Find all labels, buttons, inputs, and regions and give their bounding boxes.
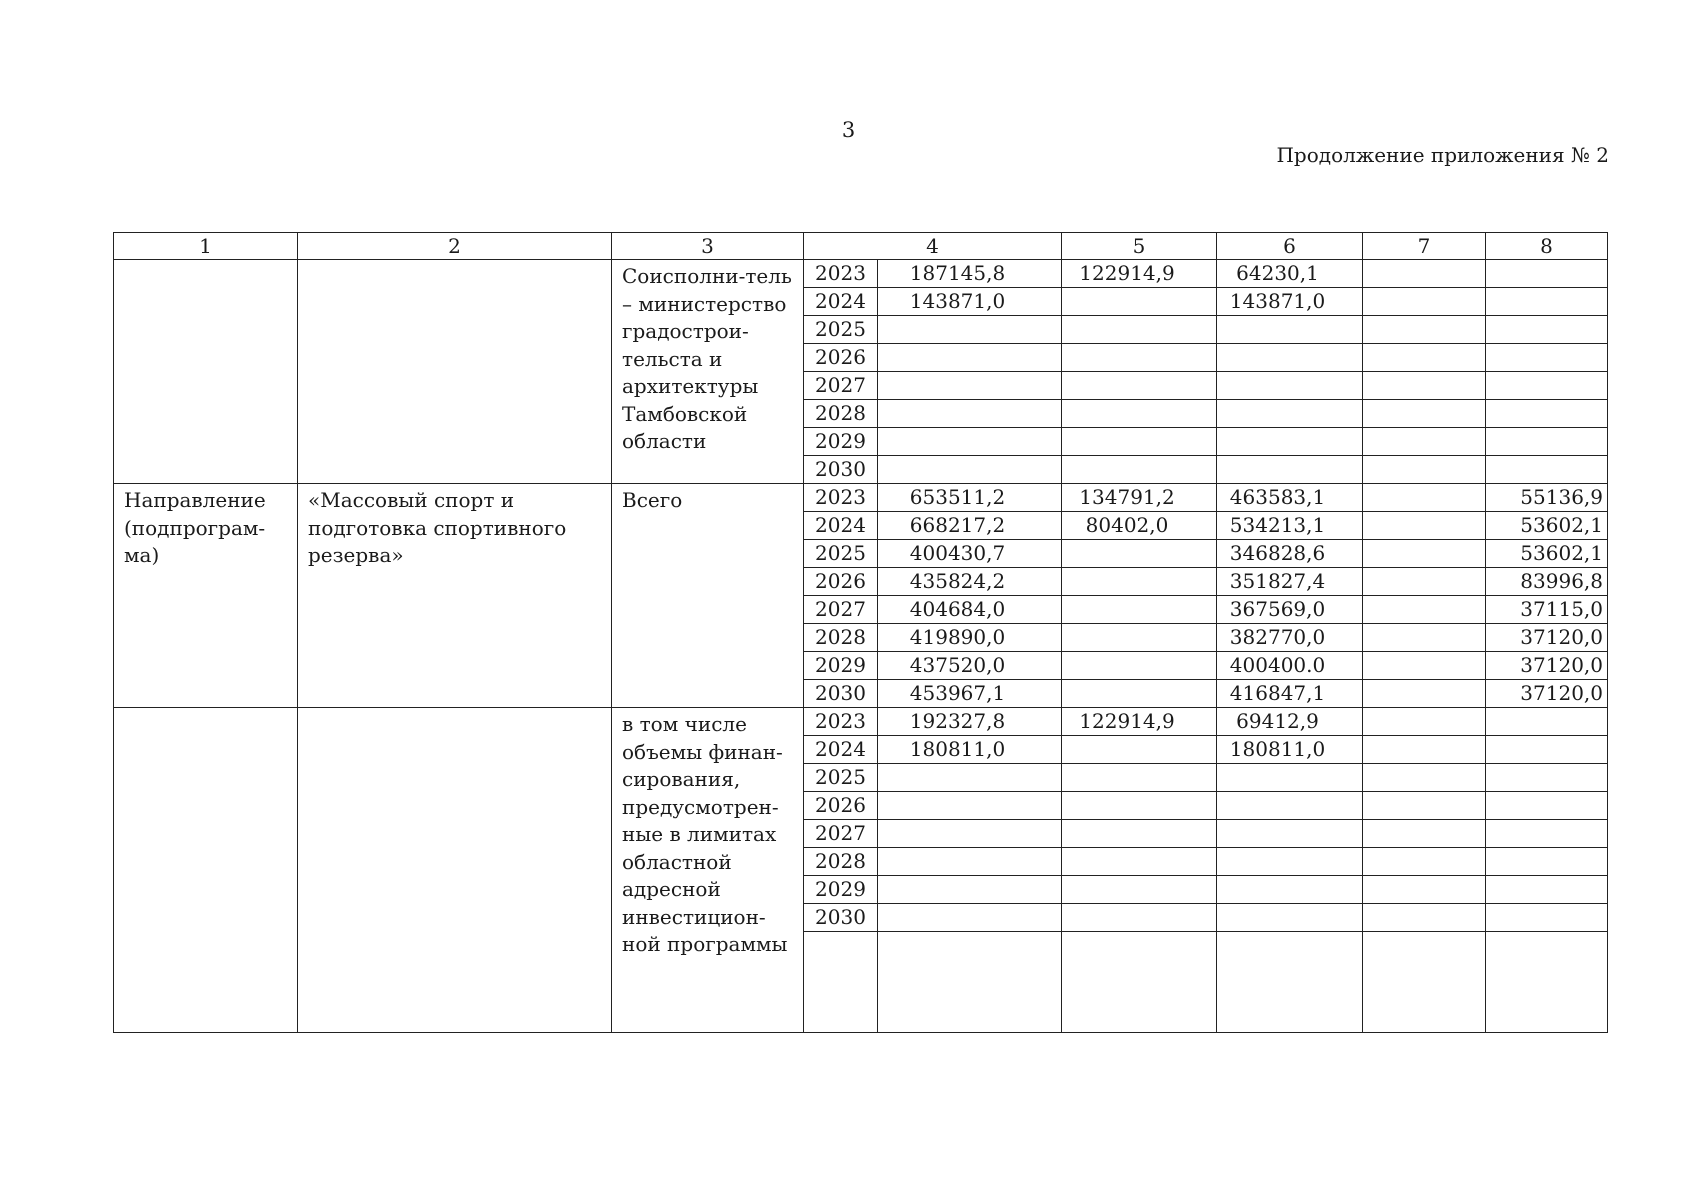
federal-budget-cell <box>1062 624 1217 652</box>
appendix-continuation-label: Продолжение приложения № 2 <box>1276 143 1609 167</box>
year-cell: 2025 <box>804 316 878 344</box>
header-col-7: 7 <box>1363 233 1486 260</box>
filler-cell <box>1486 932 1608 1033</box>
header-col-4: 4 <box>804 233 1062 260</box>
extra-budget-cell <box>1486 260 1608 288</box>
filler-cell <box>1217 932 1363 1033</box>
extra-budget-cell: 53602,1 <box>1486 540 1608 568</box>
year-cell: 2025 <box>804 764 878 792</box>
extra-budget-cell <box>1486 876 1608 904</box>
year-cell: 2026 <box>804 792 878 820</box>
regional-budget-cell <box>1217 372 1363 400</box>
regional-budget-cell: 351827,4 <box>1217 568 1363 596</box>
extra-budget-cell: 55136,9 <box>1486 484 1608 512</box>
federal-budget-cell <box>1062 428 1217 456</box>
federal-budget-cell <box>1062 652 1217 680</box>
regional-budget-cell <box>1217 400 1363 428</box>
year-cell: 2024 <box>804 288 878 316</box>
extra-budget-cell <box>1486 316 1608 344</box>
executor-cell: Соисполни-тель – министерство градострои-тельста и архитектуры Тамбовской области <box>612 260 804 484</box>
federal-budget-cell <box>1062 596 1217 624</box>
year-cell: 2027 <box>804 596 878 624</box>
local-budget-cell <box>1363 624 1486 652</box>
extra-budget-cell <box>1486 848 1608 876</box>
filler-year-cell <box>804 932 878 1033</box>
year-cell: 2030 <box>804 456 878 484</box>
subprogram-name-cell <box>298 708 612 1033</box>
subprogram-name-cell <box>298 260 612 484</box>
federal-budget-cell <box>1062 568 1217 596</box>
header-col-2: 2 <box>298 233 612 260</box>
regional-budget-cell <box>1217 456 1363 484</box>
extra-budget-cell: 37120,0 <box>1486 652 1608 680</box>
federal-budget-cell <box>1062 456 1217 484</box>
total-cell: 400430,7 <box>878 540 1062 568</box>
local-budget-cell <box>1363 484 1486 512</box>
extra-budget-cell: 37120,0 <box>1486 624 1608 652</box>
federal-budget-cell <box>1062 904 1217 932</box>
extra-budget-cell: 37120,0 <box>1486 680 1608 708</box>
local-budget-cell <box>1363 708 1486 736</box>
federal-budget-cell <box>1062 372 1217 400</box>
local-budget-cell <box>1363 428 1486 456</box>
total-cell <box>878 400 1062 428</box>
extra-budget-cell: 83996,8 <box>1486 568 1608 596</box>
regional-budget-cell: 64230,1 <box>1217 260 1363 288</box>
financing-table <box>113 232 1608 1033</box>
total-cell: 419890,0 <box>878 624 1062 652</box>
federal-budget-cell: 122914,9 <box>1062 260 1217 288</box>
table-row <box>114 260 1608 288</box>
year-cell: 2023 <box>804 260 878 288</box>
extra-budget-cell <box>1486 456 1608 484</box>
local-budget-cell <box>1363 260 1486 288</box>
local-budget-cell <box>1363 288 1486 316</box>
regional-budget-cell: 143871,0 <box>1217 288 1363 316</box>
extra-budget-cell <box>1486 400 1608 428</box>
regional-budget-cell <box>1217 820 1363 848</box>
extra-budget-cell <box>1486 428 1608 456</box>
extra-budget-cell: 37115,0 <box>1486 596 1608 624</box>
regional-budget-cell <box>1217 876 1363 904</box>
header-col-6: 6 <box>1217 233 1363 260</box>
total-cell <box>878 372 1062 400</box>
header-col-1: 1 <box>114 233 298 260</box>
filler-cell <box>878 932 1062 1033</box>
local-budget-cell <box>1363 456 1486 484</box>
regional-budget-cell: 367569,0 <box>1217 596 1363 624</box>
total-cell: 653511,2 <box>878 484 1062 512</box>
federal-budget-cell <box>1062 736 1217 764</box>
total-cell: 668217,2 <box>878 512 1062 540</box>
regional-budget-cell <box>1217 344 1363 372</box>
federal-budget-cell <box>1062 876 1217 904</box>
federal-budget-cell <box>1062 316 1217 344</box>
federal-budget-cell <box>1062 792 1217 820</box>
local-budget-cell <box>1363 792 1486 820</box>
extra-budget-cell <box>1486 288 1608 316</box>
extra-budget-cell: 53602,1 <box>1486 512 1608 540</box>
page-number: 3 <box>841 118 856 142</box>
year-cell: 2030 <box>804 904 878 932</box>
local-budget-cell <box>1363 820 1486 848</box>
table-row <box>114 708 1608 736</box>
filler-cell <box>1062 932 1217 1033</box>
year-cell: 2029 <box>804 428 878 456</box>
extra-budget-cell <box>1486 344 1608 372</box>
regional-budget-cell <box>1217 428 1363 456</box>
header-col-8: 8 <box>1486 233 1608 260</box>
year-cell: 2028 <box>804 848 878 876</box>
regional-budget-cell: 534213,1 <box>1217 512 1363 540</box>
total-cell: 180811,0 <box>878 736 1062 764</box>
total-cell <box>878 344 1062 372</box>
local-budget-cell <box>1363 904 1486 932</box>
total-cell <box>878 456 1062 484</box>
year-cell: 2028 <box>804 624 878 652</box>
year-cell: 2029 <box>804 652 878 680</box>
extra-budget-cell <box>1486 736 1608 764</box>
year-cell: 2028 <box>804 400 878 428</box>
local-budget-cell <box>1363 372 1486 400</box>
regional-budget-cell: 180811,0 <box>1217 736 1363 764</box>
federal-budget-cell <box>1062 400 1217 428</box>
total-cell: 435824,2 <box>878 568 1062 596</box>
year-cell: 2026 <box>804 344 878 372</box>
total-cell <box>878 316 1062 344</box>
regional-budget-cell: 463583,1 <box>1217 484 1363 512</box>
total-cell <box>878 904 1062 932</box>
total-cell: 404684,0 <box>878 596 1062 624</box>
direction-cell <box>114 260 298 484</box>
regional-budget-cell: 416847,1 <box>1217 680 1363 708</box>
year-cell: 2026 <box>804 568 878 596</box>
executor-cell: Всего <box>612 484 804 708</box>
regional-budget-cell: 346828,6 <box>1217 540 1363 568</box>
year-cell: 2024 <box>804 736 878 764</box>
local-budget-cell <box>1363 316 1486 344</box>
local-budget-cell <box>1363 764 1486 792</box>
regional-budget-cell <box>1217 316 1363 344</box>
regional-budget-cell: 382770,0 <box>1217 624 1363 652</box>
filler-cell <box>1363 932 1486 1033</box>
regional-budget-cell <box>1217 764 1363 792</box>
local-budget-cell <box>1363 344 1486 372</box>
local-budget-cell <box>1363 736 1486 764</box>
year-cell: 2025 <box>804 540 878 568</box>
table-row <box>114 484 1608 512</box>
year-cell: 2029 <box>804 876 878 904</box>
total-cell: 437520,0 <box>878 652 1062 680</box>
year-cell: 2023 <box>804 708 878 736</box>
regional-budget-cell <box>1217 904 1363 932</box>
direction-cell <box>114 708 298 1033</box>
total-cell <box>878 764 1062 792</box>
year-cell: 2030 <box>804 680 878 708</box>
federal-budget-cell: 122914,9 <box>1062 708 1217 736</box>
total-cell <box>878 848 1062 876</box>
local-budget-cell <box>1363 680 1486 708</box>
total-cell <box>878 876 1062 904</box>
total-cell: 192327,8 <box>878 708 1062 736</box>
local-budget-cell <box>1363 568 1486 596</box>
total-cell: 143871,0 <box>878 288 1062 316</box>
extra-budget-cell <box>1486 792 1608 820</box>
local-budget-cell <box>1363 848 1486 876</box>
header-col-5: 5 <box>1062 233 1217 260</box>
federal-budget-cell <box>1062 848 1217 876</box>
extra-budget-cell <box>1486 372 1608 400</box>
federal-budget-cell <box>1062 680 1217 708</box>
local-budget-cell <box>1363 596 1486 624</box>
extra-budget-cell <box>1486 708 1608 736</box>
table-header-row <box>114 233 1608 260</box>
federal-budget-cell <box>1062 540 1217 568</box>
federal-budget-cell <box>1062 820 1217 848</box>
federal-budget-cell <box>1062 288 1217 316</box>
local-budget-cell <box>1363 876 1486 904</box>
direction-cell: Направление (подпрограм-ма) <box>114 484 298 708</box>
year-cell: 2023 <box>804 484 878 512</box>
total-cell: 187145,8 <box>878 260 1062 288</box>
federal-budget-cell <box>1062 764 1217 792</box>
header-col-3: 3 <box>612 233 804 260</box>
regional-budget-cell <box>1217 848 1363 876</box>
extra-budget-cell <box>1486 904 1608 932</box>
local-budget-cell <box>1363 512 1486 540</box>
total-cell <box>878 820 1062 848</box>
federal-budget-cell: 80402,0 <box>1062 512 1217 540</box>
federal-budget-cell: 134791,2 <box>1062 484 1217 512</box>
year-cell: 2027 <box>804 372 878 400</box>
table-body <box>114 233 1608 1033</box>
regional-budget-cell: 69412,9 <box>1217 708 1363 736</box>
total-cell <box>878 792 1062 820</box>
local-budget-cell <box>1363 400 1486 428</box>
extra-budget-cell <box>1486 820 1608 848</box>
year-cell: 2027 <box>804 820 878 848</box>
total-cell: 453967,1 <box>878 680 1062 708</box>
local-budget-cell <box>1363 652 1486 680</box>
total-cell <box>878 428 1062 456</box>
year-cell: 2024 <box>804 512 878 540</box>
executor-cell: в том числе объемы финан-сирования, предусмотрен-ные в лимитах областной адресной инвестицион-ной программы <box>612 708 804 1033</box>
federal-budget-cell <box>1062 344 1217 372</box>
local-budget-cell <box>1363 540 1486 568</box>
regional-budget-cell <box>1217 792 1363 820</box>
extra-budget-cell <box>1486 764 1608 792</box>
subprogram-name-cell: «Массовый спорт и подготовка спортивного резерва» <box>298 484 612 708</box>
regional-budget-cell: 400400.0 <box>1217 652 1363 680</box>
